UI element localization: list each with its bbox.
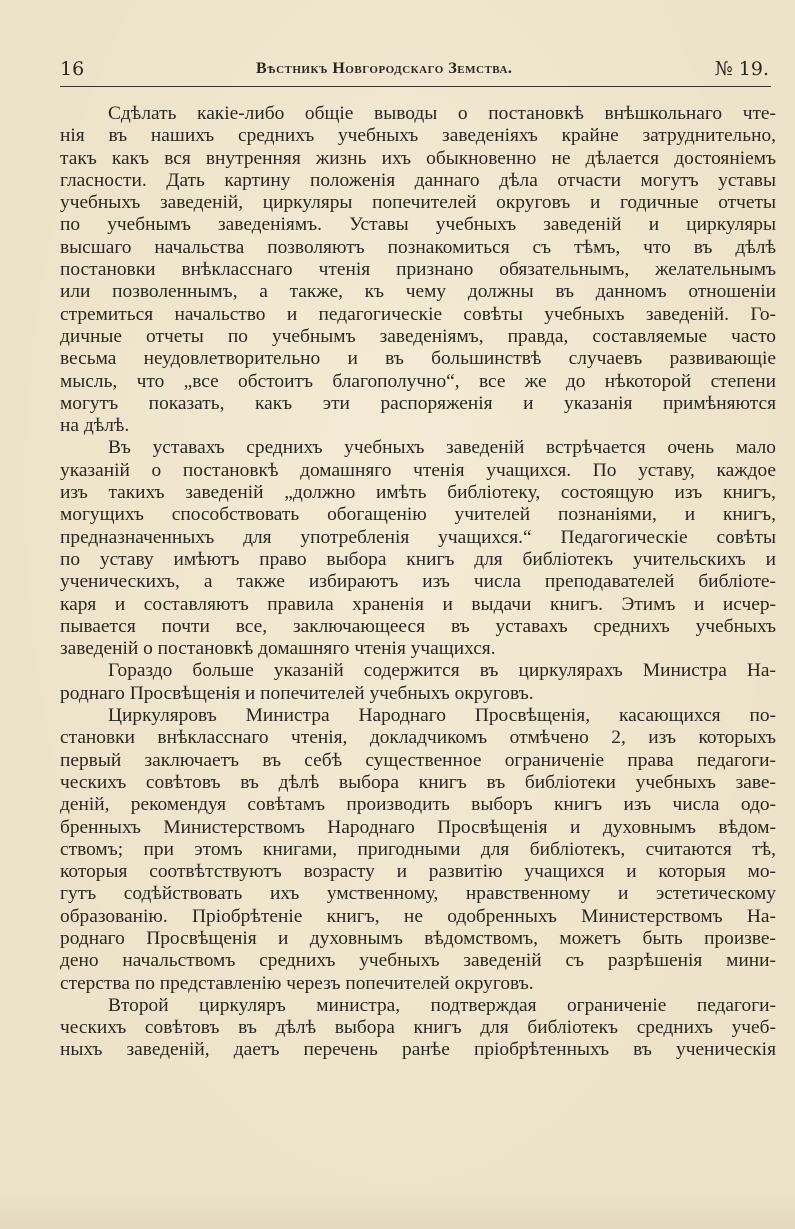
- paragraph: [60, 103, 776, 437]
- text-line: Сдѣлать какіе-либо общіе выводы о постановкѣ внѣшкольнаго чте-: [108, 103, 776, 124]
- text-line: роднаго Просвѣщенія и духовнымъ вѣдомствомъ, можетъ быть произве-: [60, 927, 776, 949]
- text-line: дено начальствомъ среднихъ учебныхъ заведеній съ разрѣшенія мини-: [60, 950, 776, 972]
- text-line: Второй циркуляръ министра, подтверждая ограниченіе педагоги-: [108, 994, 776, 1016]
- text-line: высшаго начальства позволяютъ познакомиться съ тѣмъ, что въ дѣлѣ: [60, 236, 776, 258]
- paragraph: [60, 705, 776, 995]
- text-line: ческихъ совѣтовъ въ дѣлѣ выбора книгъ въ библіотеки учебныхъ заве-: [60, 771, 776, 793]
- paragraph: [60, 995, 776, 1062]
- text-line: учебныхъ заведеній, циркуляры попечителей округовъ и годичные отчеты: [60, 192, 776, 214]
- issue-number: № 19.: [714, 58, 769, 80]
- text-line: ученическихъ, а также избираютъ изъ числа преподавателей библіоте-: [60, 571, 776, 593]
- text-line: Въ уставахъ среднихъ учебныхъ заведеній встрѣчается очень мало: [108, 437, 776, 459]
- text-line: или позволеннымъ, а также, къ чему должны въ данномъ отношеніи: [60, 281, 776, 303]
- text-line: образованію. Пріобрѣтеніе книгъ, не одобренныхъ Министерствомъ На-: [60, 905, 776, 927]
- paragraph: [60, 437, 776, 660]
- text-line: пывается почти все, заключающееся въ уставахъ среднихъ учебныхъ: [60, 615, 776, 637]
- text-line: по учебнымъ заведеніямъ. Уставы учебныхъ заведеній и циркуляры: [60, 214, 776, 236]
- page-number: 16: [60, 58, 85, 80]
- text-line: предназначенныхъ для употребленія учащихся.“ Педагогическіе совѣты: [60, 526, 776, 548]
- text-line: весьма неудовлетворительно и въ большинствѣ случаевъ развивающіе: [60, 348, 776, 370]
- text-line: могущихъ способствовать обогащенію учителей познаніями, и книгъ,: [60, 504, 776, 526]
- text-line: роднаго Просвѣщенія и попечителей учебныхъ округовъ.: [60, 682, 534, 704]
- text-line: которыя соотвѣтствуютъ возрасту и развитію учащихся и которыя мо-: [60, 861, 776, 883]
- text-line: изъ такихъ заведеній „должно имѣть библіотеку, состоящую изъ книгъ,: [60, 482, 776, 504]
- text-line: указаній о постановкѣ домашняго чтенія учащихся. По уставу, каждое: [60, 459, 776, 481]
- running-title: Вѣстникъ Новгородскаго Земства.: [256, 60, 513, 77]
- page-header: [60, 56, 771, 87]
- text-line: Циркуляровъ Министра Народнаго Просвѣщенія, касающихся по-: [108, 705, 776, 727]
- text-line: ческихъ совѣтовъ въ дѣлѣ выбора книгъ для библіотекъ среднихъ учеб-: [60, 1017, 776, 1039]
- text-line: такъ какъ вся внутренняя жизнь ихъ обыкновенно не дѣлается достояніемъ: [60, 147, 776, 169]
- text-line: деній, рекомендуя совѣтамъ производить выборъ книгъ изъ числа одо-: [60, 794, 776, 816]
- text-line: по уставу имѣютъ право выбора книгъ для библіотекъ учительскихъ и: [60, 548, 776, 570]
- text-line: Гораздо больше указаній содержится въ циркулярахъ Министра На-: [108, 660, 776, 682]
- text-line: первый заключаетъ въ себѣ существенное ограниченіе права педагоги-: [60, 749, 776, 771]
- page-edge-shadow: [0, 1189, 795, 1229]
- text-line: могутъ показать, какъ эти распоряженія и указанія примѣняются: [60, 392, 776, 414]
- text-line: дичные отчеты по учебнымъ заведеніямъ, правда, составляемые часто: [60, 325, 776, 347]
- text-line: нія въ нашихъ среднихъ учебныхъ заведеніяхъ крайне затруднительно,: [60, 125, 776, 147]
- paragraph: [60, 660, 776, 705]
- text-line: на дѣлѣ.: [60, 415, 130, 437]
- text-line: постановки внѣкласснаго чтенія признано обязательнымъ, желательнымъ: [60, 259, 776, 281]
- text-line: мысль, что „все обстоитъ благополучно“, все же до нѣкоторой степени: [60, 370, 776, 392]
- text-line: каря и составляютъ правила храненія и выдачи книгъ. Этимъ и исчер-: [60, 593, 776, 615]
- text-line: гласности. Дать картину положенія даннаго дѣла отчасти могутъ уставы: [60, 169, 776, 191]
- text-line: бренныхъ Министерствомъ Народнаго Просвѣщенія и духовнымъ вѣдом-: [60, 816, 776, 838]
- text-line: ныхъ заведеній, даетъ перечень ранѣе пріобрѣтенныхъ въ ученическія: [60, 1039, 776, 1061]
- text-line: стерства по представленію черезъ попечителей округовъ.: [60, 972, 534, 994]
- text-line: становки внѣкласснаго чтенія, докладчикомъ отмѣчено 2, изъ которыхъ: [60, 727, 776, 749]
- text-line: стремиться начальство и педагогическіе совѣты учебныхъ заведеній. Го-: [60, 303, 776, 325]
- text-line: гутъ содѣйствовать ихъ умственному, нравственному и эстетическому: [60, 883, 776, 905]
- article-body: [60, 103, 776, 1062]
- text-line: заведеній о постановкѣ домашняго чтенія учащихся.: [60, 638, 496, 660]
- text-line: ствомъ; при этомъ книгами, пригодными для библіотекъ, считаются тѣ,: [60, 838, 776, 860]
